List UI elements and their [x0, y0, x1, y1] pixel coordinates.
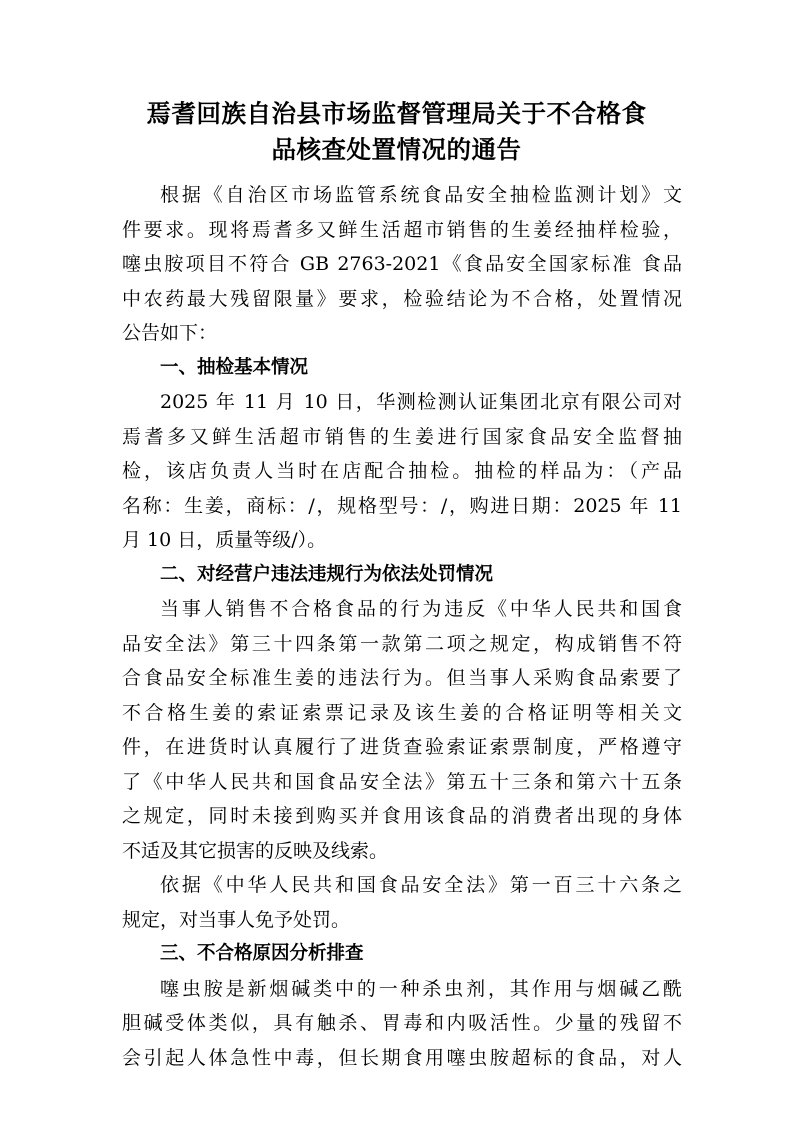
section1-line-2: 焉耆多又鲜生活超市销售的生姜进行国家食品安全监督抽 [122, 425, 682, 448]
section2a-line-2: 品安全法》第三十四条第一款第二项之规定，构成销售不符 [122, 632, 682, 655]
section3-line-2: 胆碱受体类似，具有触杀、胃毒和内吸活性。少量的残留不 [122, 1012, 682, 1034]
document-body [122, 178, 682, 1075]
title-line-1: 焉耆回族自治县市场监督管理局关于不合格食 [146, 99, 647, 128]
section2a-line-6: 了《中华人民共和国食品安全法》第五十三条和第六十五条 [122, 770, 682, 793]
section2a-line-8: 不适及其它损害的反映及线索。 [122, 839, 389, 862]
section2a-line-5: 件，在进货时认真履行了进货查验索证索票制度，严格遵守 [122, 736, 682, 758]
section-heading-2: 二、对经营户违法违规行为依法处罚情况 [160, 563, 494, 585]
document-title [60, 96, 733, 168]
intro-line-3: 噻虫胺项目不符合 GB 2763-2021《食品安全国家标准 食品 [122, 253, 682, 275]
section2b-line-2: 规定，对当事人免予处罚。 [122, 908, 351, 931]
section-heading-3: 三、不合格原因分析排查 [160, 943, 364, 964]
intro-line-1: 根据《自治区市场监管系统食品安全抽检监测计划》文 [160, 184, 682, 206]
section3-line-3: 会引起人体急性中毒，但长期食用噻虫胺超标的食品，对人 [122, 1046, 682, 1069]
section1-line-4: 名称：生姜，商标：/，规格型号：/，购进日期：2025 年 11 [122, 494, 682, 517]
section2b-line-1: 依据《中华人民共和国食品安全法》第一百三十六条之 [160, 874, 682, 896]
intro-line-2: 件要求。现将焉耆多又鲜生活超市销售的生姜经抽样检验， [122, 218, 682, 241]
section2a-line-4: 不合格生姜的索证索票记录及该生姜的合格证明等相关文 [122, 701, 682, 724]
section2a-line-3: 合食品安全标准生姜的违法行为。但当事人采购食品索要了 [122, 667, 682, 689]
section-heading-1: 一、抽检基本情况 [160, 356, 309, 378]
section3-line-1: 噻虫胺是新烟碱类中的一种杀虫剂，其作用与烟碱乙酰 [160, 977, 682, 1000]
section1-line-3: 检，该店负责人当时在店配合抽检。抽检的样品为：（产品 [122, 460, 682, 482]
section1-line-5: 月 10 日，质量等级/）。 [122, 529, 327, 551]
section2a-line-7: 之规定，同时未接到购买并食用该食品的消费者出现的身体 [122, 805, 682, 827]
intro-line-4: 中农药最大残留限量》要求，检验结论为不合格，处置情况 [122, 287, 682, 310]
section2a-line-1: 当事人销售不合格食品的行为违反《中华人民共和国食 [160, 598, 682, 620]
intro-line-5: 公告如下： [122, 322, 218, 344]
section1-line-1: 2025 年 11 月 10 日，华测检测认证集团北京有限公司对 [160, 391, 682, 413]
title-line-2: 品核查处置情况的通告 [271, 135, 522, 164]
